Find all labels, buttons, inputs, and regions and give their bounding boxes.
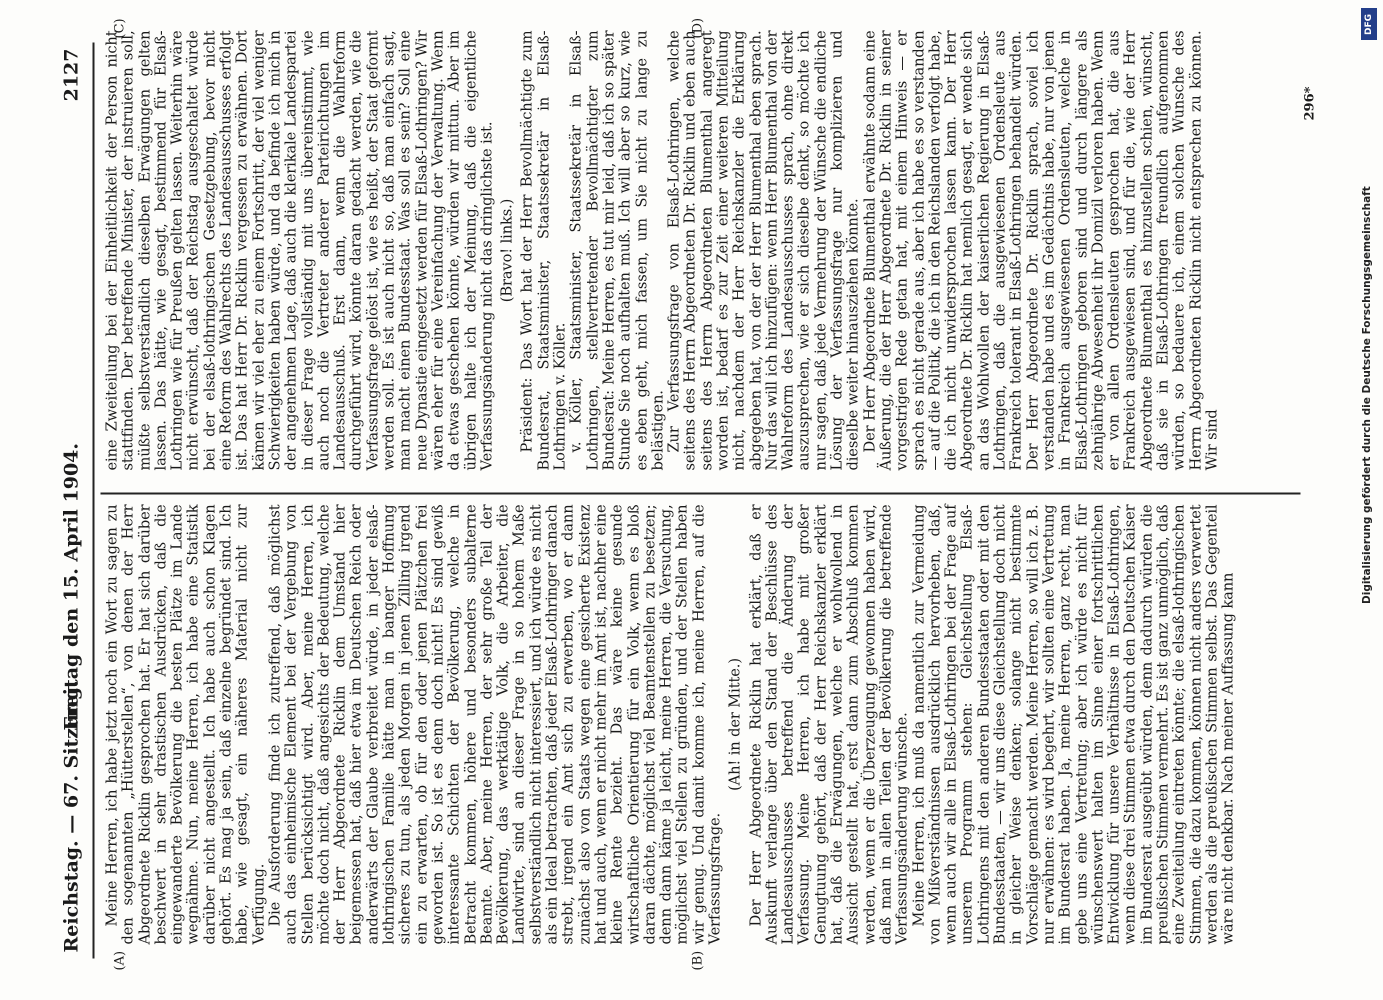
interjection: (Ah! in der Mitte.) xyxy=(726,657,744,791)
margin-marker-d: (D) xyxy=(690,17,705,38)
paragraph: Die Ausforderung finde ich zutreffend, daß möglichst auch das einheimische Element bei der Vergebung von Stellen berücksichtigt wird. Aber, meine Herren, ich möchte doch nicht, daß angesichts der Bedeutung, welche der Herr Abgeordnete Ricklin dem Umstand hier beigemessen hat, daß hier etwa im Deutschen Reich oder anderwärts der Glaube verbreitet würde, in jeder elsaß-lothringischen Familie hätte man in banger Hoffnung sicheres zu tun, als jeden Morgen in jenen Zilling irgend ein zu erwarten, ob für den oder jenen Plätzchen frei geworden ist. So ist es denn doch nicht! Es sind gewiß interessante Schichten der Bevölkerung, welche in Betracht kommen, höhere und besonders subalterne Beamte. Aber, meine Herren, der sehr große Teil der Bevölkerung, das werktätige Volk, die Arbeiter, die Landwirte, sind an dieser Frage in so hohem Maße selbstverständlich nicht interessiert, und ich würde es nicht als ein Ideal betrachten, daß jeder Elsaß-Lothringer danach strebt, irgend ein Amt sich zu erwerben, wo er dann zunächst also von Staats wegen eine gesicherte Existenz hat und auch, wenn er nicht mehr im Amt ist, nachher eine kleine Rente bezieht. Das wäre keine gesunde wirtschaftliche Orientierung für ein Volk, wenn es bloß daran dächte, möglichst viel Beamtenstellen zu besetzen; denn dann käme ja leicht, meine Herren, die Versuchung, möglichst viel Stellen zu gründen, und der Stellen haben wir genug. Und damit komme ich, meine Herren, auf die Verfassungsfrage. xyxy=(265,504,723,944)
interjection: (Bravo! links.) xyxy=(498,198,516,302)
left-column xyxy=(104,504,1236,944)
header-rule xyxy=(92,42,94,958)
paragraph: Meine Herren, ich muß da namentlich zur Vermeidung von Mißverständnissen ausdrücklich hervorheben, daß, wenn auch wir alle in Elsaß-Lothringen bei der Frage auf unserem Programm stehen: Gleichstellung Elsaß-Lothringens mit den anderen Bundesstaaten oder mit den Bundesstaaten, — wir uns diese Gleichstellung doch nicht in gleicher Weise denken; solange nicht bestimmte Vorschläge gemacht werden. Meine Herren, so will ich z. B. nur erwähnen: es wird begehrt, wir sollten eine Vertretung im Bundesrat haben. Ja, meine Herren, ganz recht, man gebe uns eine Vertretung; aber ich würde es nicht für wünschenswert halten im Sinne einer fortschrittlichen Entwicklung für unsere Verhältnisse in Elsaß-Lothringen, wenn diese drei Stimmen etwa durch den Deutschen Kaiser im Bundesrat ausgeübt würden, denn dadurch würden die preußischen Stimmen vermehrt. Es ist ganz unmöglich, daß eine Zweiteilung eintreten könnte; die elsaß-lothringischen Stimmen, die dazu kommen, können nicht anders verwertet werden als die preußischen Stimmen selbst. Das Gegenteil wäre nicht denkbar. Nach meiner Auffassung kann xyxy=(909,504,1237,944)
margin-marker-c: (C) xyxy=(112,17,127,38)
dfg-logo: DFG xyxy=(1361,8,1377,40)
column-divider xyxy=(100,492,1300,494)
dfg-credit-text: Digitalisierung gefördert durch die Deutsche Forschungsgemeinschaft xyxy=(1361,186,1373,604)
margin-marker-a: (A) xyxy=(112,950,127,970)
right-column xyxy=(104,30,1220,470)
paragraph: eine Zweiteilung bei der Einheitlichkeit der Person nicht stattfinden. Der betreffende Minister, der instruieren soll, müßte selbstverständlich dieselben Erwägungen gelten lassen. Das hätte, wie gesagt, bestimmend für Elsaß-Lothringen wie für Preußen gelten lassen. Weiterhin wäre nicht erwünscht, daß der Reichstag ausgeschaltet würde bei der elsaß-lothringischen Gesetzgebung, bevor nicht eine Reform des Wahlrechts des Landesausschusses erfolgt ist. Das hat Herr Dr. Ricklin vergessen zu erwähnen. Dort kämen wir viel eher zu einem Fortschritt, der viel weniger Schwierigkeiten haben würde, und da befinde ich mich in der angenehmen Lage, daß auch die klerikale Landespartei in dieser Frage vollständig mit uns übereinstimmt, wie auch noch die Vertreter anderer Parteirichtungen im Landesausschuß. Erst dann, wenn die Wahlreform durchgeführt wird, könnte daran gedacht werden, wie die Verfassungsfrage gelöst ist, wie es heißt, der Staat geformt werden soll. Es ist auch nicht so, daß man einfach sagt, man macht einen Bundesstaat. Was soll es sein? Soll eine neue Dynastie eingesetzt werden für Elsaß-Lothringen? Wir wären eher für eine Vereinfachung der Verwaltung. Wenn da etwas geschehen könnte, würden wir mittun. Aber im übrigen halte ich der Meinung, daß die eigentliche Verfassungsänderung nicht das dringlichste ist. xyxy=(103,30,495,470)
running-header xyxy=(60,0,88,1000)
paragraph: Zur Verfassungsfrage von Elsaß-Lothringen, welche seitens des Herrn Abgeordneten Dr. Ricklin und eben auch seitens des Herrn Abgeordneten Blumenthal angeregt worden ist, bedarf es zur Zeit einer weiteren Mitteilung nicht, nachdem der Herr Reichskanzler die Erklärung abgegeben hat, von der der Herr Blumenthal eben sprach. Nur das will ich hinzufügen: wenn Herr Blumenthal von der Wahlreform des Landesausschusses sprach, ohne direkt auszusprechen, wie er sich dieselbe denkt, so möchte ich nur sagen, daß jede Vermehrung der Wünsche die endliche Lösung der Verfassungsfrage nur komplizieren und dieselbe weiter hinausziehen könnte. xyxy=(665,30,862,470)
sheet-signature: 296* xyxy=(1302,86,1317,120)
header-date: Freitag den 15. April 1904. xyxy=(60,442,82,730)
header-session: Reichstag. — 67. Sitzung. xyxy=(60,679,82,952)
dfg-credit-strip xyxy=(1359,2,1381,998)
paragraph: Meine Herren, ich habe jetzt noch ein Wort zu sagen zu den sogenannten „Hütterstellen“, von denen der Herr Abgeordnete Ricklin gesprochen hat. Er hat sich darüber beschwert in sehr drastischen Ausdrücken, daß die eingewanderte Bevölkerung die besten Plätze im Lande wegnähme. Nun, meine Herren, ich habe eine Statistik darüber nicht angestellt. Ich habe auch schon Klagen gehört. Es mag ja sein, daß einzelne begründet sind. Ich habe, wie gesagt, ein näheres Material nicht zur Verfügung. xyxy=(103,504,267,944)
speaker-paragraph: Präsident: Das Wort hat der Herr Bevollmächtigte zum Bundesrat, Staatsminister, Staatssekretär in Elsaß-Lothringen v. Köller. xyxy=(518,30,569,470)
paragraph: Der Herr Abgeordnete Blumenthal erwähnte sodann eine Äußerung, die der Herr Abgeordnete Dr. Ricklin in seiner vorgestrigen Rede getan hat, mit einem Hinweis — er sprach es nicht gerade aus, aber ich habe es so verstanden — auf die Politik, die ich in den Reichslanden verfolgt habe, die ich nicht unwidersprochen lassen kann. Der Herr Abgeordnete Dr. Ricklin hat nemlich gesagt, er wende sich an das Wohlwollen der kaiserlichen Regierung in Elsaß-Lothringen, daß die ausgewiesenen Ordensleute aus Frankreich tolerant in Elsaß-Lothringen behandelt würden. Der Herr Abgeordnete Dr. Ricklin sprach, soviel ich verstanden habe und es im Gedächtnis habe, nur von jenen in Frankreich ausgewiesenen Ordensleuten, welche in Elsaß-Lothringen geboren sind und durch längere als zehnjährige Abwesenheit ihr Domizil verloren haben. Wenn er von allen Ordensleuten gesprochen hat, die aus Frankreich ausgewiesen sind, und für die, wie der Herr Abgeordnete Blumenthal es hinzustellen schien, wünscht, daß sie in Elsaß-Lothringen freundlich aufgenommen würden, so bedauere ich, einem solchen Wunsche des Herrn Abgeordneten Ricklin nicht entsprechen zu können. Wir sind xyxy=(860,30,1220,470)
paragraph: Der Herr Abgeordnete Ricklin hat erklärt, daß er Auskunft verlange über den Stand der Beschlüsse des Landesausschusses betreffend die Änderung der Verfassung. Meine Herren, ich habe mit großer Genugtuung gehört, daß der Herr Reichskanzler erklärt hat, daß die Erwägungen, welche er wohlwollend in Aussicht gestellt hat, erst dann zum Abschluß kommen werden, wenn er die Überzeugung gewonnen haben wird, daß man in allen Teilen der Bevölkerung die betreffende Verfassungsänderung wünsche. xyxy=(746,504,911,944)
margin-marker-b: (B) xyxy=(690,950,705,970)
header-page-number: 2127 xyxy=(60,48,82,101)
speaker-paragraph: v. Köller, Staatsminister, Staatssekretär in Elsaß-Lothringen, stellvertretender Bevollmächtigter zum Bundesrat: Meine Herren, es tut mir leid, daß ich so später Stunde Sie noch aufhalten muß. Ich will aber so kurz, wie es eben geht, mich fassen, um Sie nicht zu lange zu belästigen. xyxy=(567,30,666,470)
